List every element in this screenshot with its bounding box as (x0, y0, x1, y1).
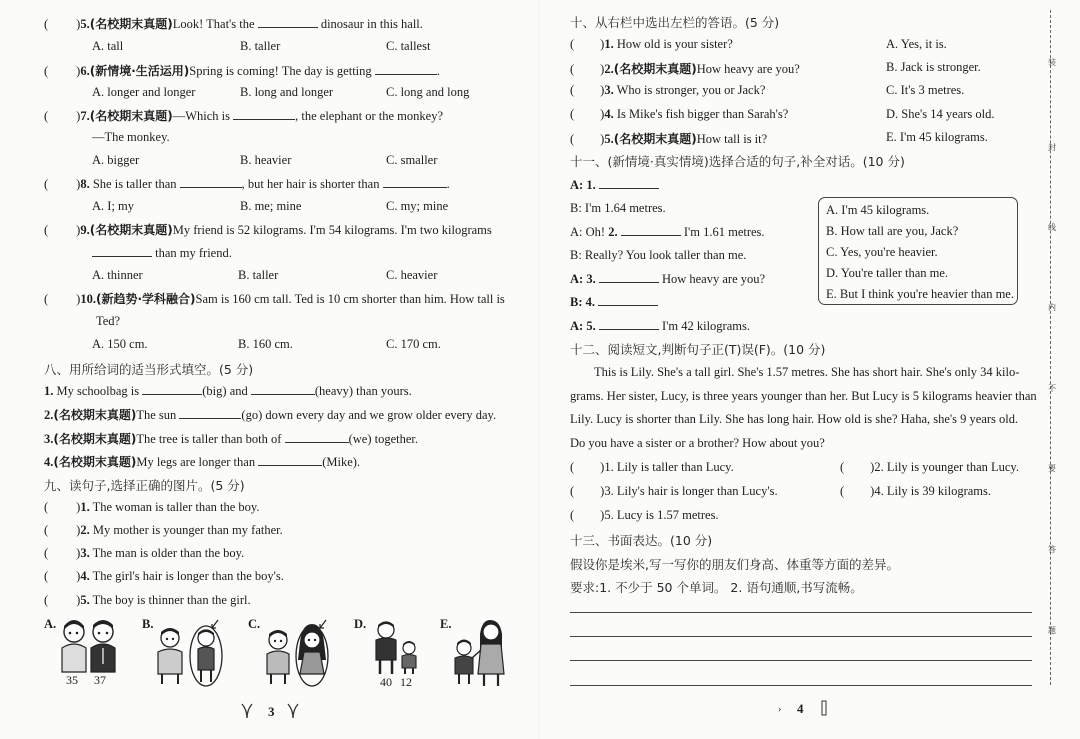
binding-char-3: 线 (1048, 223, 1056, 232)
answer-blank[interactable] (375, 63, 437, 75)
question-10: ( )10.(新趋势·学科融合)Sam is 160 cm tall. Ted is 10 cm shorter than him. How tall is (44, 292, 505, 306)
q7-option-c[interactable]: C. smaller (386, 153, 438, 167)
writing-line-3[interactable] (570, 660, 1032, 661)
writing-line-4[interactable] (570, 685, 1032, 686)
box-option-e[interactable]: E. But I think you're heavier than me. (826, 287, 1014, 301)
answer-blank[interactable] (599, 271, 659, 283)
page-ornament-small-icon: › (778, 704, 782, 715)
q10-option-b[interactable]: B. 160 cm. (238, 337, 293, 351)
answer-blank[interactable] (599, 318, 659, 330)
passage-line-1: This is Lily. She's a tall girl. She's 1.57 metres. She has short hair. She's only 34 kilo- (594, 365, 1020, 379)
q6-option-b[interactable]: B. long and longer (240, 85, 334, 99)
binding-char-5: 不 (1048, 384, 1056, 393)
sec10-answer-e[interactable]: E. I'm 45 kilograms. (886, 130, 988, 144)
sec10-item-2: ( )2.(名校期末真题)How heavy are you? (570, 62, 800, 76)
picture-label-b: B. (142, 617, 154, 631)
section-9-title: 九、读句子,选择正确的图片。(5 分) (44, 478, 245, 493)
question-8: ( )8. She is taller than , but her hair is shorter than . (44, 177, 450, 191)
q7-line2: —The monkey. (92, 130, 170, 144)
answer-blank[interactable] (599, 177, 659, 189)
writing-line-1[interactable] (570, 612, 1032, 613)
writing-requirements: 要求:1. 不少于 50 个单词。 2. 语句通顺,书写流畅。 (570, 580, 863, 595)
q9-option-c[interactable]: C. heavier (386, 268, 438, 282)
binding-char-6: 要 (1048, 464, 1056, 473)
picture-label-d: D. (354, 617, 367, 631)
answer-blank[interactable] (180, 176, 242, 188)
dialogue-line-1: A: 1. (570, 177, 659, 193)
box-option-a[interactable]: A. I'm 45 kilograms. (826, 203, 930, 217)
q8-option-a[interactable]: A. I; my (92, 199, 135, 213)
picture-a-two-people-illustration (56, 618, 126, 674)
sec9-item-4: ( )4. The girl's hair is longer than the boy's. (44, 569, 284, 583)
box-option-d[interactable]: D. You're taller than me. (826, 266, 949, 280)
q10-line2: Ted? (96, 314, 121, 328)
q7-option-a[interactable]: A. bigger (92, 153, 140, 167)
q10-option-c[interactable]: C. 170 cm. (386, 337, 441, 351)
binding-char-4: 内 (1048, 303, 1056, 312)
dialogue-line-6: B: 4. (570, 294, 658, 310)
q9-line2: than my friend. (92, 245, 232, 261)
q8-option-c[interactable]: C. my; mine (386, 199, 449, 213)
binding-char-7: 答 (1048, 545, 1056, 554)
dialogue-line-4: B: Really? You look taller than me. (570, 248, 747, 262)
box-option-b[interactable]: B. How tall are you, Jack? (826, 224, 959, 238)
q6-option-a[interactable]: A. longer and longer (92, 85, 196, 99)
answer-blank[interactable] (383, 176, 447, 188)
answer-blank[interactable] (142, 383, 202, 395)
answer-blank[interactable] (285, 431, 349, 443)
picture-a-age-left: 35 (66, 673, 78, 687)
picture-d-age-left: 40 (380, 675, 392, 689)
picture-label-e: E. (440, 617, 452, 631)
picture-label-c: C. (248, 617, 261, 631)
binding-char-8: 题 (1048, 626, 1056, 635)
writing-prompt: 假设你是埃米,写一写你的朋友们身高、体重等方面的差异。 (570, 557, 899, 572)
box-option-c[interactable]: C. Yes, you're heavier. (826, 245, 938, 259)
sec10-item-4: ( )4. Is Mike's fish bigger than Sarah's? (570, 107, 789, 121)
q5-option-b[interactable]: B. taller (240, 39, 281, 53)
sec10-answer-c[interactable]: C. It's 3 metres. (886, 83, 965, 97)
picture-c-boy-and-girl-illustration (262, 616, 338, 688)
answer-blank[interactable] (621, 224, 681, 236)
passage-line-4: Do you have a sister or a brother? How about you? (570, 436, 825, 450)
sec9-item-3: ( )3. The man is older than the boy. (44, 546, 245, 560)
passage-line-2: grams. Her sister, Lucy, is three years younger than her. But Lucy is 5 kilograms heavier than (570, 389, 1037, 403)
dialogue-line-3: A: Oh! 2. I'm 1.61 metres. (570, 225, 765, 239)
tf-statement-4: ( )4. Lily is 39 kilograms. (840, 484, 992, 498)
q5-option-a[interactable]: A. tall (92, 39, 124, 53)
page-ornament-bar-icon (820, 700, 828, 716)
q8-option-b[interactable]: B. me; mine (240, 199, 302, 213)
sec9-item-5: ( )5. The boy is thinner than the girl. (44, 593, 251, 607)
q10-option-a[interactable]: A. 150 cm. (92, 337, 148, 351)
sec9-item-2: ( )2. My mother is younger than my father. (44, 523, 283, 537)
page-ornament-left-icon (240, 702, 254, 720)
answer-blank[interactable] (598, 294, 658, 306)
section-12-title: 十二、阅读短文,判断句子正(T)误(F)。(10 分) (570, 342, 826, 357)
sec10-answer-a[interactable]: A. Yes, it is. (886, 37, 947, 51)
picture-a-age-right: 37 (94, 673, 106, 687)
question-7: ( )7.(名校期末真题)—Which is , the elephant or the monkey? (44, 109, 443, 123)
page-number-3: 3 (268, 704, 275, 719)
answer-blank[interactable] (251, 383, 315, 395)
tf-statement-1: ( )1. Lily is taller than Lucy. (570, 460, 734, 474)
picture-label-a: A. (44, 617, 57, 631)
binding-line (1050, 10, 1061, 685)
dialogue-line-7: A: 5. I'm 42 kilograms. (570, 319, 750, 333)
answer-blank[interactable] (258, 16, 318, 28)
dialogue-line-5: A: 3. How heavy are you? (570, 272, 766, 286)
section-11-title: 十一、(新情境·真实情境)选择合适的句子,补全对话。(10 分) (570, 154, 905, 169)
sec10-answer-d[interactable]: D. She's 14 years old. (886, 107, 995, 121)
answer-blank[interactable] (258, 454, 322, 466)
q5-option-c[interactable]: C. tallest (386, 39, 431, 53)
q7-option-b[interactable]: B. heavier (240, 153, 292, 167)
q9-option-b[interactable]: B. taller (238, 268, 279, 282)
tf-statement-2: ( )2. Lily is younger than Lucy. (840, 460, 1019, 474)
sec8-item-2: 2.(名校期末真题)The sun (go) down every day and we grow older every day. (44, 408, 497, 422)
writing-line-2[interactable] (570, 636, 1032, 637)
answer-blank[interactable] (233, 108, 295, 120)
question-6: ( )6.(新情境·生活运用)Spring is coming! The day is getting . (44, 64, 440, 78)
sec8-item-4: 4.(名校期末真题)My legs are longer than (Mike). (44, 455, 361, 469)
q9-option-a[interactable]: A. thinner (92, 268, 143, 282)
section-13-title: 十三、书面表达。(10 分) (570, 533, 713, 548)
q6-option-c[interactable]: C. long and long (386, 85, 470, 99)
sec10-item-3: ( )3. Who is stronger, you or Jack? (570, 83, 766, 97)
tf-statement-3: ( )3. Lily's hair is longer than Lucy's. (570, 484, 778, 498)
binding-char-2: 封 (1048, 143, 1056, 152)
picture-e-woman-and-boy-illustration (452, 618, 508, 688)
answer-blank[interactable] (92, 245, 152, 257)
passage-line-3: Lily. Lucy is shorter than Lily. She has long hair. How old is she? Haha, she's 9 years old. (570, 412, 1019, 426)
sec9-item-1: ( )1. The woman is taller than the boy. (44, 500, 260, 514)
answer-blank[interactable] (179, 407, 241, 419)
sec10-item-5: ( )5.(名校期末真题)How tall is it? (570, 132, 768, 146)
picture-d-man-and-boy-illustration (372, 620, 422, 676)
sec10-answer-b[interactable]: B. Jack is stronger. (886, 60, 981, 74)
tf-statement-5: ( )5. Lucy is 1.57 metres. (570, 508, 719, 522)
picture-b-two-boys-illustration (154, 616, 230, 688)
page-number-4: 4 (797, 701, 804, 716)
picture-d-age-right: 12 (400, 675, 412, 689)
dialogue-line-2: B: I'm 1.64 metres. (570, 201, 666, 215)
sec8-item-3: 3.(名校期末真题)The tree is taller than both of (we) together. (44, 432, 418, 446)
section-8-title: 八、用所给词的适当形式填空。(5 分) (44, 362, 254, 377)
section-10-title: 十、从右栏中选出左栏的答语。(5 分) (570, 15, 780, 30)
question-5: ( )5.(名校期末真题)Look! That's the dinosaur in this hall. (44, 17, 423, 31)
sec10-item-1: ( )1. How old is your sister? (570, 37, 733, 51)
sec8-item-1: 1. My schoolbag is (big) and (heavy) than yours. (44, 384, 412, 398)
page-ornament-right-icon (286, 702, 300, 720)
binding-char-1: 装 (1048, 58, 1056, 67)
question-9: ( )9.(名校期末真题)My friend is 52 kilograms. I'm 54 kilograms. I'm two kilograms (44, 223, 492, 237)
